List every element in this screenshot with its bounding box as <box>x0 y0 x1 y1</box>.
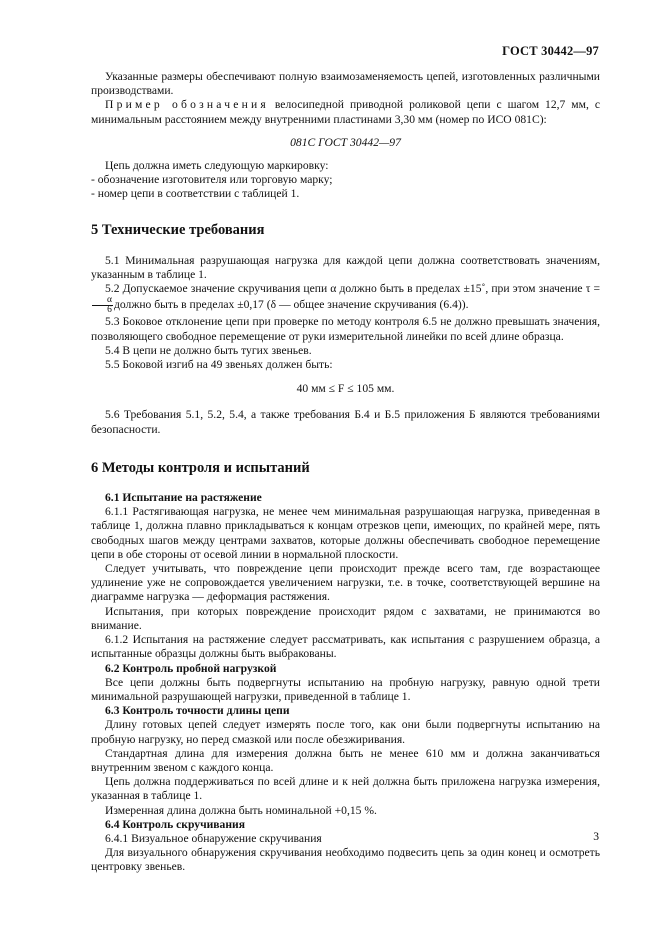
paragraph-6-1-1-exclusion: Испытания, при которых повреждение происходит рядом с захватами, не принимаются во внимание. <box>91 604 600 632</box>
subsection-6-3-title: 6.3 Контроль точности длины цепи <box>105 704 290 718</box>
subsection-6-4-title: 6.4 Контроль скручивания <box>105 817 245 831</box>
bend-formula: 40 мм ≤ F ≤ 105 мм. <box>296 382 395 396</box>
paragraph-6-1-1-note: Следует учитывать, что повреждение цепи происходит прежде всего там, где возрастающее удлинение уже не сопровождается увеличением нагрузки, т.е. в точке, соответствующей вершине на диаграмме нагрузка — деформация растяжения. <box>91 562 600 604</box>
fraction-denominator: 6 <box>107 305 112 316</box>
page-number: 3 <box>593 830 599 843</box>
paragraph-6-4-1: 6.4.1 Визуальное обнаружение скручивания <box>105 831 322 845</box>
paragraph-5-2 <box>91 282 600 315</box>
example-label: Пример обозначения <box>105 98 269 112</box>
subsection-6-1-title: 6.1 Испытание на растяжение <box>105 491 262 505</box>
marking-intro: Цепь должна иметь следующую маркировку: <box>105 159 329 173</box>
paragraph-6-3-b: Стандартная длина для измерения должна быть не менее 610 мм и должна заканчиваться внутренним звеном с каждого конца. <box>91 746 600 774</box>
paragraph-6-4-1-text: Для визуального обнаружения скручивания необходимо подвесить цепь за один конец и осмотреть центровку звеньев. <box>91 846 600 874</box>
subsection-6-2-title: 6.2 Контроль пробной нагрузкой <box>105 661 277 675</box>
paragraph-5-4: 5.4 В цепи не должно быть тугих звеньев. <box>105 343 312 357</box>
paragraph-5-6: 5.6 Требования 5.1, 5.2, 5.4, а также требования Б.4 и Б.5 приложения Б являются требованиями безопасности. <box>91 408 600 436</box>
paragraph-5-1: 5.1 Минимальная разрушающая нагрузка для каждой цепи должна соответствовать значениям, указанным в таблице 1. <box>91 253 600 282</box>
marking-list <box>91 173 600 201</box>
paragraph-6-1-1: 6.1.1 Растягивающая нагрузка, не менее чем минимальная разрушающая нагрузка, приведенная в таблице 1, должна плавно прикладываться к концам отрезков цепи, имеющих, по крайней мере, пять свободных шагов между центрами захватов, которые должны обеспечивать свободное перемещение цепи в обе стороны от осевой линии в нормальной плоскости. <box>91 505 600 561</box>
paragraph-6-2: Все цепи должны быть подвергнуты испытанию на пробную нагрузку, равную одной трети минимальной разрушающей нагрузки, приведенной в таблице 1. <box>91 675 600 703</box>
tau-fraction <box>92 296 113 315</box>
paragraph-6-3-c: Цепь должна поддерживаться по всей длине и к ней должна быть приложена нагрузка измерения, указанная в таблице 1. <box>91 775 600 803</box>
example-text: велосипедной приводной роликовой цепи с шагом 12,7 мм, с минимальным расстоянием между внутренними пластинами 3,30 мм (номер по ИСО 081С): <box>91 98 600 126</box>
paragraph-6-1-2: 6.1.2 Испытания на растяжение следует рассматривать, как испытания с разрушением образца, а испытанные образцы должны быть выбракованы. <box>91 633 600 661</box>
intro-paragraph: Указанные размеры обеспечивают полную взаимозаменяемость цепей, изготовленных различными производствами. <box>91 70 600 98</box>
marking-item: - обозначение изготовителя или торговую марку; <box>91 173 333 187</box>
marking-item: - номер цепи в соответствии с таблицей 1. <box>91 187 300 201</box>
fraction-numerator: α <box>92 296 113 306</box>
section-6-heading: 6 Методы контроля и испытаний <box>91 459 310 476</box>
paragraph-5-3: 5.3 Боковое отклонение цепи при проверке по методу контроля 6.5 не должно превышать значения, позволяющего свободное перемещение от руки измерительной линейки по всей длине образца. <box>91 315 600 343</box>
designation-example: 081С ГОСТ 30442—97 <box>290 135 401 149</box>
document-code-header: ГОСТ 30442—97 <box>502 44 599 58</box>
paragraph-6-3-d: Измеренная длина должна быть номинальной +0,15 %. <box>105 803 377 817</box>
paragraph-5-5: 5.5 Боковой изгиб на 49 звеньях должен быть: <box>105 358 333 372</box>
paragraph-6-3-a: Длину готовых цепей следует измерять после того, как они были подвергнуты испытанию на пробную нагрузку, но перед смазкой или после обезжиривания. <box>91 718 600 746</box>
example-paragraph <box>91 98 600 126</box>
page-content <box>91 70 600 875</box>
paragraph-5-2-end: должно быть в пределах ±0,17 (δ — общее значение скручивания (6.4)). <box>113 298 469 312</box>
paragraph-5-2-start: 5.2 Допускаемое значение скручивания цепи α должно быть в пределах ±15˚, при этом значение τ = <box>105 282 600 296</box>
section-5-heading: 5 Технические требования <box>91 221 265 238</box>
